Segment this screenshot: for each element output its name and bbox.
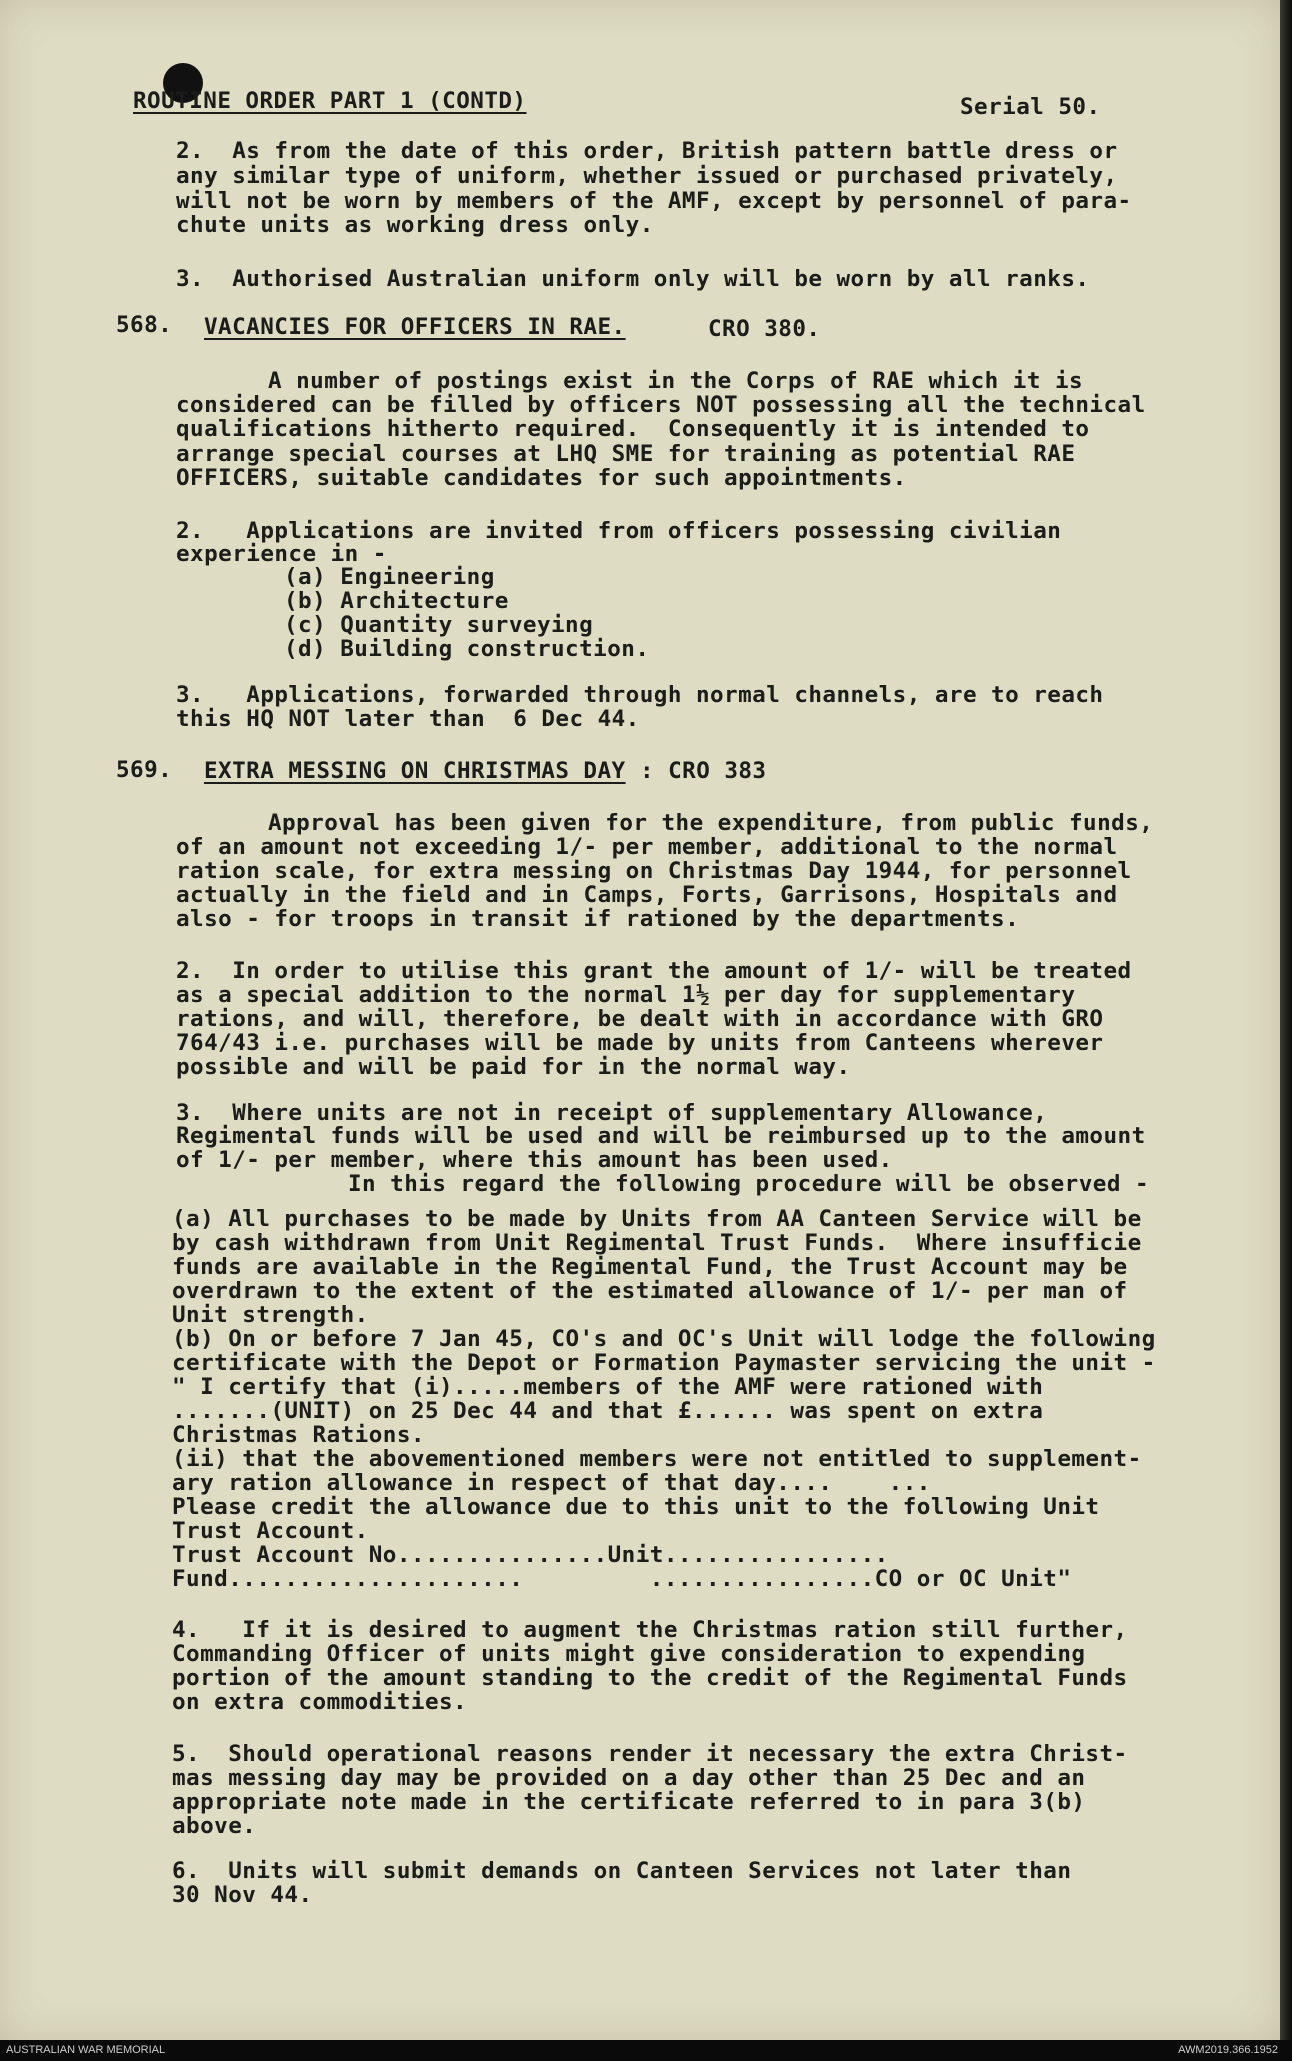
text-line: Commanding Officer of units might give consideration to expending — [172, 1641, 1086, 1667]
text-line: Christmas Rations. — [172, 1422, 425, 1448]
text-line: 3. Applications, forwarded through normal channels, are to reach — [176, 682, 1104, 708]
text-line: above. — [172, 1813, 257, 1839]
text-line: chute units as working dress only. — [176, 212, 654, 238]
footer-bar — [0, 2040, 1292, 2061]
text-line: 3. Where units are not in receipt of supplementary Allowance, — [176, 1100, 1048, 1126]
text-line: appropriate note made in the certificate referred to in para 3(b) — [172, 1789, 1086, 1815]
text-line: this HQ NOT later than 6 Dec 44. — [176, 706, 640, 732]
text-line: 2. As from the date of this order, British pattern battle dress or — [176, 138, 1118, 164]
text-line: 4. If it is desired to augment the Christmas ration still further, — [172, 1617, 1128, 1643]
text-line: Unit strength. — [172, 1302, 369, 1328]
footer-credit: AUSTRALIAN WAR MEMORIAL — [6, 2044, 166, 2056]
list-item: (d) Building construction. — [284, 636, 650, 662]
text-line: also - for troops in transit if rationed by the departments. — [176, 906, 1020, 932]
text-line: possible and will be paid for in the normal way. — [176, 1054, 851, 1080]
text-line: In this regard the following procedure will be observed - — [348, 1171, 1149, 1197]
text-line: 764/43 i.e. purchases will be made by units from Canteens wherever — [176, 1030, 1104, 1056]
text-line: rations, and will, therefore, be dealt with in accordance with GRO — [176, 1006, 1104, 1032]
text-line: Fund..................... ................CO or OC Unit" — [172, 1566, 1072, 1592]
text-line: of 1/- per member, where this amount has been used. — [176, 1147, 893, 1173]
text-line: (b) On or before 7 Jan 45, CO's and OC's Unit will lodge the following — [172, 1326, 1156, 1352]
text-line: Please credit the allowance due to this unit to the following Unit — [172, 1494, 1100, 1520]
text-line: OFFICERS, suitable candidates for such appointments. — [176, 465, 907, 491]
text-line: Approval has been given for the expenditure, from public funds, — [268, 810, 1154, 836]
text-line: " I certify that (i).....members of the AMF were rationed with — [172, 1374, 1044, 1400]
text-line: as a special addition to the normal 1½ per day for supplementary — [176, 982, 1076, 1008]
list-item: (b) Architecture — [284, 588, 509, 614]
section-number: 569. — [116, 757, 173, 783]
text-line: Trust Account. — [172, 1518, 369, 1544]
section-heading: EXTRA MESSING ON CHRISTMAS DAY — [204, 758, 626, 784]
text-line: arrange special courses at LHQ SME for training as potential RAE — [176, 441, 1076, 467]
text-line: (ii) that the abovementioned members were not entitled to supplement- — [172, 1446, 1142, 1472]
text-line: considered can be filled by officers NOT possessing all the technical — [176, 392, 1146, 418]
text-line: by cash withdrawn from Unit Regimental Trust Funds. Where insufficie — [172, 1230, 1142, 1256]
text-line: (a) All purchases to be made by Units from AA Canteen Service will be — [172, 1206, 1142, 1232]
section-reference: : CRO 383 — [640, 758, 767, 784]
list-item: (c) Quantity surveying — [284, 612, 594, 638]
text-line: ary ration allowance in respect of that day.... ... — [172, 1470, 931, 1496]
text-line: 30 Nov 44. — [172, 1882, 313, 1908]
text-line: actually in the field and in Camps, Forts, Garrisons, Hospitals and — [176, 882, 1118, 908]
scan-edge — [1280, 0, 1292, 2040]
serial-number: Serial 50. — [960, 94, 1101, 120]
text-line: certificate with the Depot or Formation Paymaster servicing the unit - — [172, 1350, 1156, 1376]
text-line: Regimental funds will be used and will be reimbursed up to the amount — [176, 1123, 1146, 1149]
section-number: 568. — [116, 312, 173, 338]
text-line: A number of postings exist in the Corps of RAE which it is — [268, 368, 1084, 394]
text-line: portion of the amount standing to the credit of the Regimental Funds — [172, 1665, 1128, 1691]
section-reference: CRO 380. — [708, 316, 821, 342]
text-line: overdrawn to the extent of the estimated allowance of 1/- per man of — [172, 1278, 1128, 1304]
text-line: mas messing day may be provided on a day other than 25 Dec and an — [172, 1765, 1086, 1791]
text-line: of an amount not exceeding 1/- per member, additional to the normal — [176, 834, 1118, 860]
text-line: qualifications hitherto required. Consequently it is intended to — [176, 416, 1090, 442]
text-line: ration scale, for extra messing on Christmas Day 1944, for personnel — [176, 858, 1132, 884]
text-line: 2. Applications are invited from officers possessing civilian — [176, 518, 1062, 544]
text-line: 2. In order to utilise this grant the amount of 1/- will be treated — [176, 958, 1132, 984]
text-line: any similar type of uniform, whether issued or purchased privately, — [176, 163, 1118, 189]
text-line: on extra commodities. — [172, 1689, 468, 1715]
text-line: 5. Should operational reasons render it necessary the extra Christ- — [172, 1741, 1128, 1767]
text-line: 3. Authorised Australian uniform only will be worn by all ranks. — [176, 266, 1090, 292]
text-line: funds are available in the Regimental Fund, the Trust Account may be — [172, 1254, 1128, 1280]
text-line: 6. Units will submit demands on Canteen Services not later than — [172, 1858, 1072, 1884]
footer-accession-number: AWM2019.366.1952 — [1178, 2044, 1278, 2056]
text-line: experience in - — [176, 541, 387, 567]
text-line: Trust Account No...............Unit................ — [172, 1542, 889, 1568]
page-title: ROUTINE ORDER PART 1 (CONTD) — [133, 88, 527, 114]
list-item: (a) Engineering — [284, 564, 495, 590]
text-line: .......(UNIT) on 25 Dec 44 and that £...... was spent on extra — [172, 1398, 1044, 1424]
section-heading: VACANCIES FOR OFFICERS IN RAE. — [204, 314, 626, 340]
text-line: will not be worn by members of the AMF, except by personnel of para- — [176, 188, 1132, 214]
